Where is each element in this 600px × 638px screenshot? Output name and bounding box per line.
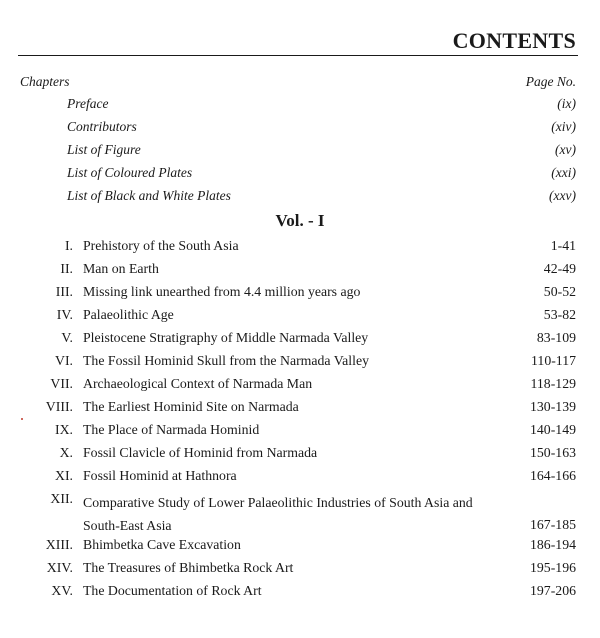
page-no-header: Page No. — [525, 74, 576, 89]
front-matter-page: (xxv) — [549, 188, 576, 203]
chapter-title: Archaeological Context of Narmada Man — [83, 376, 313, 391]
chapter-row — [0, 468, 600, 491]
chapter-pages: 83-109 — [536, 330, 576, 345]
chapter-row — [0, 238, 600, 261]
chapter-number: XIII. — [45, 537, 73, 552]
chapter-row — [0, 353, 600, 376]
volume-heading: Vol. - I — [275, 211, 325, 230]
chapter-row — [0, 422, 600, 445]
chapter-pages: 1-41 — [550, 238, 576, 253]
front-matter-title: List of Figure — [67, 142, 141, 157]
front-matter-item — [0, 165, 600, 188]
chapter-number: IX. — [54, 422, 73, 437]
front-matter-page: (xv) — [555, 142, 576, 157]
chapter-title: Prehistory of the South Asia — [83, 238, 239, 253]
chapter-row — [0, 491, 600, 537]
chapter-pages: 140-149 — [530, 422, 576, 437]
chapter-pages: 164-166 — [530, 468, 576, 483]
front-matter-page: (ix) — [557, 96, 576, 111]
chapter-pages: 167-185 — [530, 517, 576, 532]
chapter-number: III. — [55, 284, 73, 299]
chapter-title: The Documentation of Rock Art — [83, 583, 262, 598]
chapter-pages: 195-196 — [530, 560, 576, 575]
chapter-row — [0, 399, 600, 422]
front-matter-page: (xxi) — [551, 165, 576, 180]
chapter-row — [0, 284, 600, 307]
chapter-title: The Treasures of Bhimbetka Rock Art — [83, 560, 294, 575]
chapter-number: VIII. — [45, 399, 73, 414]
chapter-list — [0, 238, 600, 606]
column-headers — [0, 74, 600, 94]
chapter-number: IV. — [56, 307, 73, 322]
chapter-title: The Earliest Hominid Site on Narmada — [83, 399, 299, 414]
chapter-pages: 118-129 — [530, 376, 576, 391]
chapter-title: Fossil Clavicle of Hominid from Narmada — [83, 445, 318, 460]
chapter-title: Comparative Study of Lower Palaeolithic Industries of South Asia and South-East Asia — [83, 495, 473, 533]
chapter-number: XV. — [51, 583, 73, 598]
chapter-pages: 197-206 — [530, 583, 576, 598]
front-matter-list — [0, 96, 600, 211]
chapter-pages: 42-49 — [543, 261, 576, 276]
chapter-row — [0, 330, 600, 353]
front-matter-title: Contributors — [67, 119, 137, 134]
chapter-number: XII. — [50, 491, 73, 506]
chapter-number: VI. — [54, 353, 73, 368]
chapter-number: V. — [61, 330, 73, 345]
chapter-number: II. — [60, 261, 73, 276]
chapters-header: Chapters — [20, 74, 70, 89]
scan-speck — [21, 418, 23, 420]
chapter-title: Missing link unearthed from 4.4 million years ago — [83, 284, 361, 299]
chapter-pages: 53-82 — [543, 307, 576, 322]
chapter-row — [0, 307, 600, 330]
chapter-title: The Fossil Hominid Skull from the Narmada Valley — [83, 353, 369, 368]
chapter-title: Bhimbetka Cave Excavation — [83, 537, 241, 552]
chapter-title: Palaeolithic Age — [83, 307, 174, 322]
front-matter-item — [0, 119, 600, 142]
front-matter-item — [0, 142, 600, 165]
chapter-number: VII. — [50, 376, 73, 391]
chapter-title: Pleistocene Stratigraphy of Middle Narmada Valley — [83, 330, 369, 345]
chapter-pages: 130-139 — [530, 399, 576, 414]
chapter-row — [0, 537, 600, 560]
chapter-row — [0, 560, 600, 583]
chapter-title: The Place of Narmada Hominid — [83, 422, 260, 437]
chapter-number: I. — [64, 238, 73, 253]
chapter-row — [0, 376, 600, 399]
chapter-pages: 150-163 — [530, 445, 576, 460]
front-matter-item — [0, 96, 600, 119]
chapter-number: X. — [59, 445, 73, 460]
page-title: CONTENTS — [452, 28, 576, 53]
front-matter-title: List of Coloured Plates — [67, 165, 193, 180]
chapter-pages: 50-52 — [543, 284, 576, 299]
chapter-title: Man on Earth — [83, 261, 159, 276]
chapter-pages: 110-117 — [531, 353, 576, 368]
chapter-row — [0, 583, 600, 606]
front-matter-item — [0, 188, 600, 211]
chapter-row — [0, 261, 600, 284]
title-rule — [18, 55, 578, 56]
chapter-title: Fossil Hominid at Hathnora — [83, 468, 237, 483]
chapter-row — [0, 445, 600, 468]
front-matter-title: List of Black and White Plates — [67, 188, 231, 203]
chapter-pages: 186-194 — [530, 537, 576, 552]
chapter-number: XI. — [54, 468, 73, 483]
front-matter-title: Preface — [67, 96, 109, 111]
front-matter-page: (xiv) — [551, 119, 576, 134]
chapter-number: XIV. — [46, 560, 73, 575]
